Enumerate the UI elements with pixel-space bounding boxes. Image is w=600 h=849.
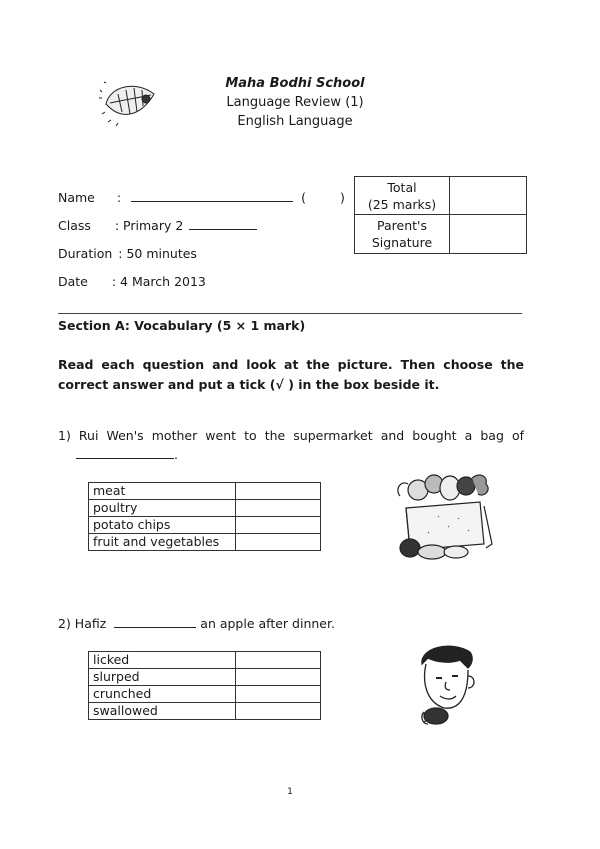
date-label: Date	[58, 274, 88, 289]
option-label: potato chips	[89, 517, 236, 534]
total-marks: (25 marks)	[367, 196, 437, 212]
page-number: 1	[287, 787, 293, 797]
question-2-options	[88, 651, 321, 720]
option-label: meat	[89, 483, 236, 500]
signature-label-line2: Signature	[371, 235, 433, 250]
date-row	[58, 274, 206, 289]
option-row	[89, 483, 321, 500]
duration-label: Duration	[58, 246, 113, 261]
option-label: slurped	[89, 669, 236, 686]
paper-title: Language Review (1)	[226, 95, 364, 110]
option-label: licked	[89, 652, 236, 669]
total-cell	[355, 177, 450, 215]
question-1-options	[88, 482, 321, 551]
class-row	[58, 217, 257, 233]
boy-eating-apple-illustration	[410, 642, 488, 728]
option-row	[89, 686, 321, 703]
paper-header	[150, 74, 440, 131]
divider	[58, 313, 522, 314]
marks-table	[354, 176, 527, 254]
grocery-bag-illustration	[388, 466, 500, 562]
tick-box[interactable]	[236, 500, 321, 517]
date-value: : 4 March 2013	[111, 274, 206, 289]
tick-box[interactable]	[236, 652, 321, 669]
signature-box[interactable]	[450, 215, 527, 254]
tick-box[interactable]	[236, 483, 321, 500]
question-2-blank[interactable]	[114, 615, 196, 628]
question-1-blank[interactable]	[76, 446, 174, 459]
section-a-title: Section A: Vocabulary (5 × 1 mark)	[58, 318, 306, 333]
tick-box[interactable]	[236, 517, 321, 534]
class-label: Class	[58, 218, 91, 233]
option-label: swallowed	[89, 703, 236, 720]
subject-title: English Language	[237, 114, 353, 129]
option-row	[89, 669, 321, 686]
question-1-text: 1) Rui Wen's mother went to the supermarket and bought a bag of	[58, 428, 524, 443]
option-label: fruit and vegetables	[89, 534, 236, 551]
register-bracket-close: )	[339, 190, 345, 205]
question-2	[58, 615, 335, 631]
tick-box[interactable]	[236, 686, 321, 703]
total-label: Total	[387, 179, 417, 195]
name-label: Name	[58, 190, 95, 205]
question-2-text: 2) Hafiz	[58, 616, 107, 631]
signature-cell	[355, 215, 450, 254]
option-row	[89, 500, 321, 517]
class-blank[interactable]	[189, 217, 257, 230]
class-value: : Primary 2	[114, 218, 184, 233]
tick-box[interactable]	[236, 703, 321, 720]
total-score-box[interactable]	[450, 177, 527, 215]
tick-box[interactable]	[236, 534, 321, 551]
signature-label-line1: Parent's	[377, 218, 427, 233]
section-a-instructions: Read each question and look at the picture. Then choose the correct answer and put a tick (√ ) in the box beside it.	[58, 357, 524, 392]
question-2-end: an apple after dinner.	[200, 616, 335, 631]
name-row	[58, 189, 345, 205]
option-row	[89, 703, 321, 720]
duration-value: : 50 minutes	[118, 246, 197, 261]
option-row	[89, 534, 321, 551]
school-name: Maha Bodhi School	[225, 76, 365, 91]
option-row	[89, 652, 321, 669]
option-label: poultry	[89, 500, 236, 517]
option-row	[89, 517, 321, 534]
question-1	[58, 428, 524, 462]
name-separator: :	[116, 190, 122, 205]
duration-row	[58, 246, 197, 261]
name-blank[interactable]	[131, 189, 293, 202]
question-1-end: .	[174, 447, 178, 462]
option-label: crunched	[89, 686, 236, 703]
tick-box[interactable]	[236, 669, 321, 686]
register-bracket-open: (	[301, 190, 306, 205]
